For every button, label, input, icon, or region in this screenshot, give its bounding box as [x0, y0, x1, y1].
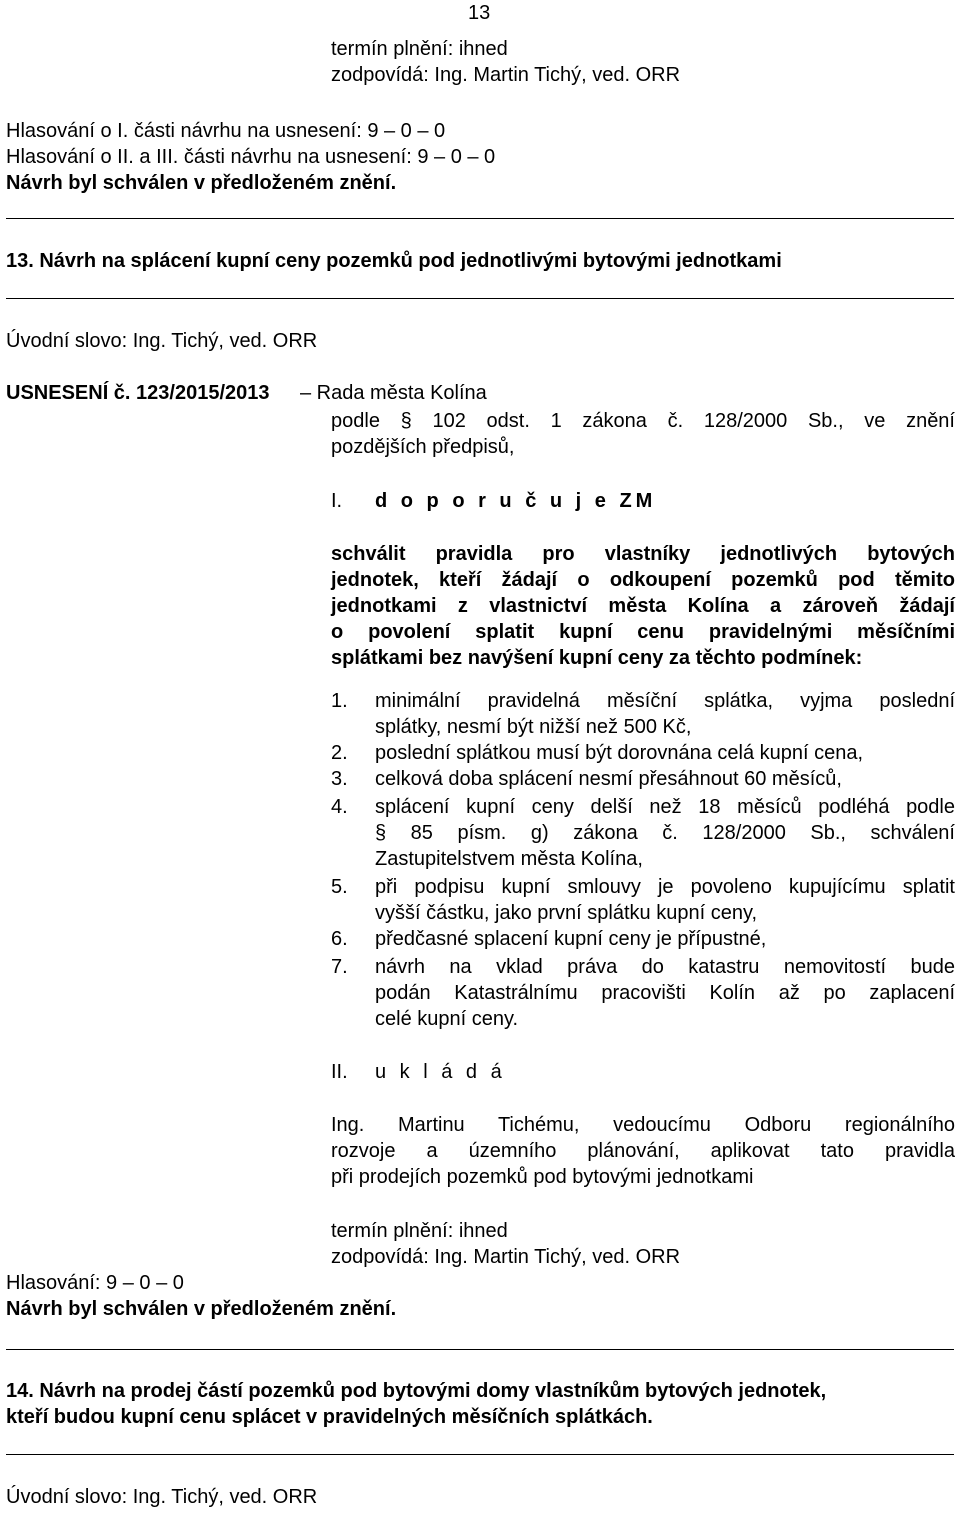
condition-7-number: 7.	[331, 956, 348, 978]
condition-5-line: vyšší částku, jako první splátku kupní ceny,	[375, 902, 758, 924]
condition-2-line: poslední splátkou musí být dorovnána celá kupní cena,	[375, 742, 864, 764]
resolution-number: USNESENÍ č. 123/2015/2013	[6, 382, 270, 404]
separator-line	[6, 1454, 954, 1455]
condition-1-line: minimální pravidelná měsíční splátka, vyjma poslední	[375, 690, 955, 712]
condition-4-number: 4.	[331, 796, 348, 818]
condition-7-line: návrh na vklad práva do katastru nemovitostí bude	[375, 956, 955, 978]
paragraph-line: jednotkami z vlastnictví města Kolína a zároveň žádají	[331, 595, 955, 617]
deadline-text: termín plnění: ihned	[331, 38, 508, 60]
page-number: 13	[468, 2, 491, 24]
vote-result: Hlasování: 9 – 0 – 0	[6, 1272, 184, 1294]
condition-5-number: 5.	[331, 876, 348, 898]
condition-6-number: 6.	[331, 928, 348, 950]
approval-statement: Návrh byl schválen v předloženém znění.	[6, 1298, 397, 1320]
separator-line	[6, 218, 954, 219]
task-line: rozvoje a územního plánování, aplikovat tato pravidla	[331, 1140, 955, 1162]
condition-3-number: 3.	[331, 768, 348, 790]
condition-6-line: předčasné splacení kupní ceny je přípustné,	[375, 928, 767, 950]
law-reference: podle § 102 odst. 1 zákona č. 128/2000 Sb., ve znění	[331, 410, 955, 432]
condition-4-line: splácení kupní ceny delší než 18 měsíců podléhá podle	[375, 796, 955, 818]
intro-speaker: Úvodní slovo: Ing. Tichý, ved. ORR	[6, 330, 318, 352]
condition-3-line: celková doba splácení nesmí přesáhnout 60 měsíců,	[375, 768, 842, 790]
paragraph-line: splátkami bez navýšení kupní ceny za těchto podmínek:	[331, 647, 863, 669]
condition-7-line: celé kupní ceny.	[375, 1008, 519, 1030]
condition-5-line: při podpisu kupní smlouvy je povoleno kupujícímu splatit	[375, 876, 955, 898]
condition-2-number: 2.	[331, 742, 348, 764]
council-name: – Rada města Kolína	[300, 382, 487, 404]
approval-statement: Návrh byl schválen v předloženém znění.	[6, 172, 397, 194]
condition-4-line: Zastupitelstvem města Kolína,	[375, 848, 643, 870]
condition-7-line: podán Katastrálnímu pracovišti Kolín až po zaplacení	[375, 982, 955, 1004]
item-14-heading: 14. Návrh na prodej částí pozemků pod bytovými domy vlastníkům bytových jednotek,	[6, 1380, 827, 1402]
law-reference-cont: pozdějších předpisů,	[331, 436, 515, 458]
responsible-text: zodpovídá: Ing. Martin Tichý, ved. ORR	[331, 1246, 681, 1268]
vote-part2-3: Hlasování o II. a III. části návrhu na usnesení: 9 – 0 – 0	[6, 146, 496, 168]
condition-4-line: § 85 písm. g) zákona č. 128/2000 Sb., schválení	[375, 822, 955, 844]
paragraph-line: schválit pravidla pro vlastníky jednotlivých bytových	[331, 543, 955, 565]
vote-part1: Hlasování o I. části návrhu na usnesení: 9 – 0 – 0	[6, 120, 446, 142]
responsible-text: zodpovídá: Ing. Martin Tichý, ved. ORR	[331, 64, 681, 86]
task-line: Ing. Martinu Tichému, vedoucímu Odboru regionálního	[331, 1114, 955, 1136]
condition-1-line: splátky, nesmí být nižší než 500 Kč,	[375, 716, 692, 738]
item-14-heading-cont: kteří budou kupní cenu splácet v pravidelných měsíčních splátkách.	[6, 1406, 653, 1428]
separator-line	[6, 298, 954, 299]
item-13-heading: 13. Návrh na splácení kupní ceny pozemků pod jednotlivými bytovými jednotkami	[6, 250, 782, 272]
intro-speaker: Úvodní slovo: Ing. Tichý, ved. ORR	[6, 1486, 318, 1508]
part-1-number: I.	[331, 490, 343, 512]
part-1-verb: d o p o r u č u j e ZM	[375, 490, 657, 512]
part-2-verb: u k l á d á	[375, 1061, 506, 1083]
paragraph-line: o povolení splatit kupní cenu pravidelnými měsíčními	[331, 621, 955, 643]
deadline-text: termín plnění: ihned	[331, 1220, 508, 1242]
task-line: při prodejích pozemků pod bytovými jednotkami	[331, 1166, 754, 1188]
paragraph-line: jednotek, kteří žádají o odkoupení pozemků pod těmito	[331, 569, 955, 591]
part-2-number: II.	[331, 1061, 348, 1083]
separator-line	[6, 1349, 954, 1350]
condition-1-number: 1.	[331, 690, 348, 712]
